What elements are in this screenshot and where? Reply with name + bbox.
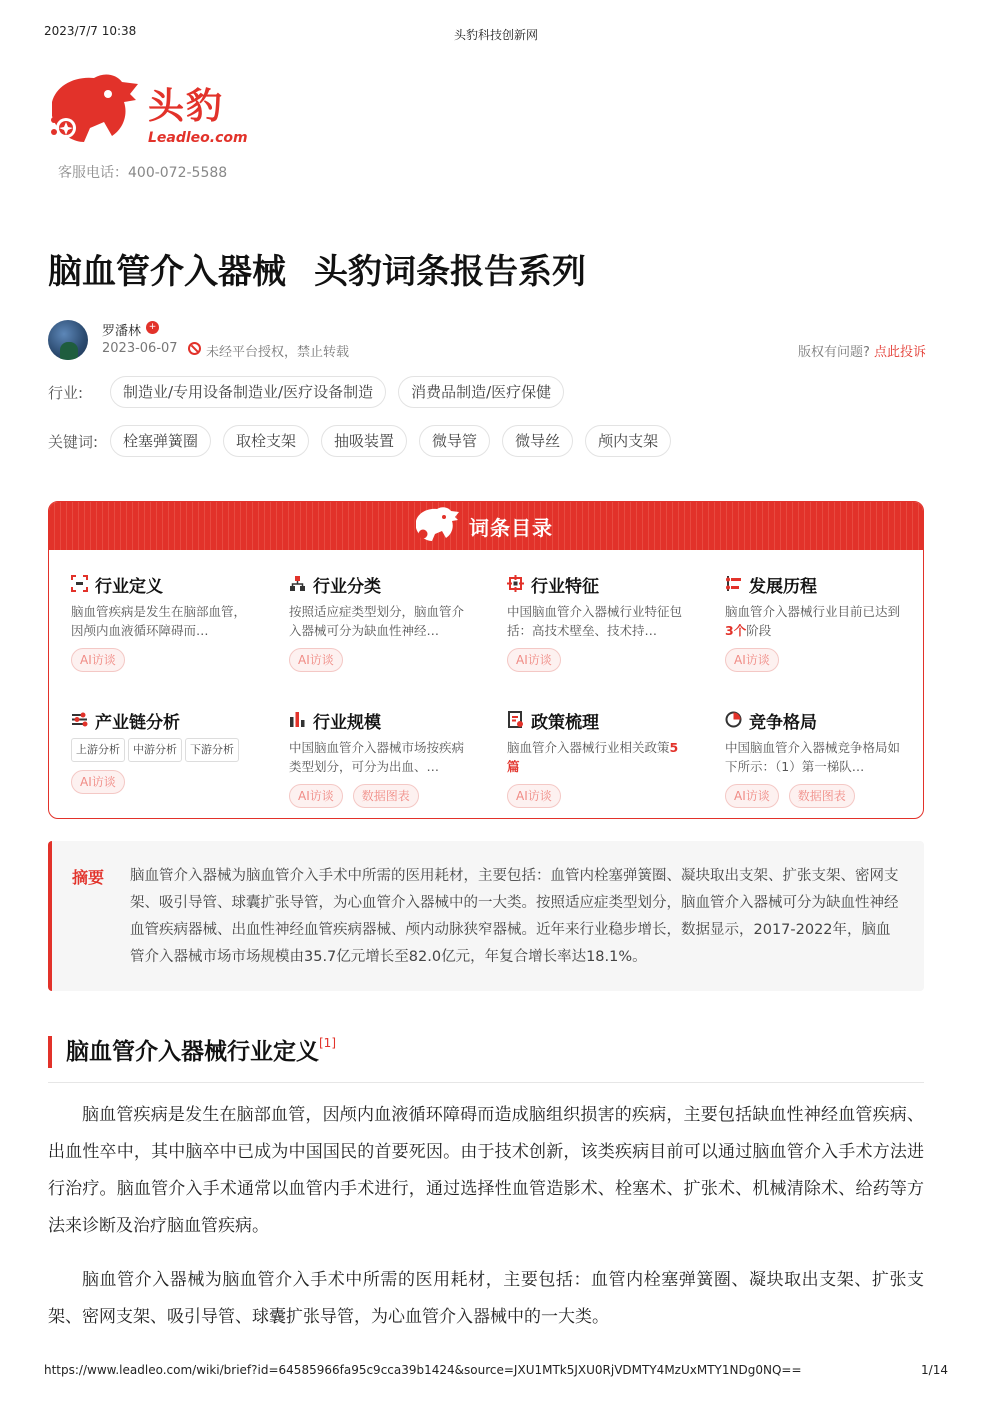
- definition-icon: [71, 575, 88, 592]
- summary-label: 摘要: [72, 868, 105, 887]
- publish-date: 2023-06-07: [102, 341, 178, 356]
- copyright-notice: [798, 341, 926, 360]
- keyword-row: [48, 425, 683, 457]
- toc-item-desc: 中国脑血管介入器械市场按疾病类型划分，可分为出血、…: [289, 740, 465, 774]
- toc-item-title: 发展历程: [749, 577, 817, 597]
- ai-interview-button[interactable]: AI访谈: [71, 648, 125, 672]
- timeline-icon: [725, 575, 742, 592]
- downstream-chip[interactable]: 下游分析: [185, 738, 239, 762]
- data-chart-button[interactable]: 数据图表: [353, 784, 419, 808]
- toc-item-title: 行业分类: [313, 577, 381, 597]
- report-link[interactable]: 点此投诉: [873, 345, 926, 360]
- toc-item-title: 行业定义: [95, 577, 163, 597]
- copyright-prompt: 版权有问题?: [797, 345, 870, 360]
- service-phone: 客服电话：400-072-5588: [58, 165, 228, 181]
- toc-header: [49, 502, 923, 550]
- brand-name-en: Leadleo.com: [148, 130, 248, 146]
- summary-box: [48, 841, 924, 991]
- toc-item-title: 行业特征: [531, 577, 599, 597]
- body-paragraph: 脑血管疾病是发生在脑部血管，因颅内血液循环障碍而造成脑组织损害的疾病，主要包括缺血性神经血管疾病、出血性卒中，其中脑卒中已成为中国国民的首要死因。由于技术创新，该类疾病目前可以通过脑血管介入手术方法进行治疗。脑血管介入手术通常以血管内手术进行，通过选择性血管造影术、栓塞术、扩张术、机械清除术、给药等方法来诊断及治疗脑血管疾病。: [48, 1105, 924, 1236]
- print-site-name: 头豹科技创新网: [453, 28, 538, 42]
- keyword-tag[interactable]: 微导管: [419, 425, 490, 457]
- toc-item-title: 竞争格局: [749, 713, 817, 733]
- bar-chart-icon: [289, 711, 306, 728]
- verified-badge-icon: +: [146, 321, 159, 334]
- print-footer: [44, 1363, 948, 1379]
- avatar[interactable]: [48, 320, 88, 360]
- policy-document-icon: [507, 711, 524, 728]
- data-chart-button[interactable]: 数据图表: [789, 784, 855, 808]
- toc-item-value-chain[interactable]: [71, 708, 271, 794]
- toc-item-history[interactable]: [725, 572, 924, 672]
- leopard-mini-icon: [413, 506, 463, 546]
- industry-row: [48, 376, 576, 408]
- toc-panel: [48, 501, 924, 819]
- toc-item-policy[interactable]: [507, 708, 707, 808]
- page-title: [48, 244, 586, 293]
- reference-link[interactable]: [1]: [319, 1036, 336, 1050]
- brand-logo[interactable]: [46, 72, 246, 152]
- keyword-tag[interactable]: 栓塞弹簧圈: [110, 425, 211, 457]
- summary-text: 脑血管介入器械为脑血管介入手术中所需的医用耗材，主要包括：血管内栓塞弹簧圈、凝块取出支架、扩张支架、密网支架、吸引导管、球囊扩张导管，为心血管介入器械中的一大类。按照适应症类型划分，脑血管介入器械可分为缺血性神经血管疾病器械、出血性神经血管疾病器械、颅内动脉狭窄器械。近年来行业稳步增长，数据显示，2017-2022年，脑血管介入器械市场市场规模由35.7亿元增长至82.0亿元，年复合增长率达18.1%。: [130, 868, 899, 965]
- leopard-logo-icon: [46, 72, 146, 152]
- pie-chart-icon: [725, 711, 742, 728]
- ai-interview-button[interactable]: AI访谈: [725, 648, 779, 672]
- ai-interview-button[interactable]: AI访谈: [289, 784, 343, 808]
- toc-item-desc: 脑血管疾病是发生在脑部血管，因颅内血液循环障碍而…: [71, 604, 247, 638]
- toc-item-definition[interactable]: [71, 572, 271, 672]
- author-name[interactable]: 罗潘林: [102, 324, 142, 339]
- industry-tag[interactable]: 消费品制造/医疗保健: [398, 376, 564, 408]
- section-heading: [48, 1036, 336, 1068]
- industry-label: 行业:: [48, 383, 84, 402]
- toc-item-desc: 脑血管介入器械行业相关政策5篇: [507, 740, 679, 774]
- section-divider: [48, 1082, 924, 1083]
- print-header: [44, 24, 948, 40]
- ai-interview-button[interactable]: AI访谈: [507, 784, 561, 808]
- toc-item-desc: 脑血管介入器械行业目前已达到3个阶段: [725, 604, 901, 638]
- toc-item-competition[interactable]: [725, 708, 924, 808]
- ai-interview-button[interactable]: AI访谈: [289, 648, 343, 672]
- toc-item-desc: 中国脑血管介入器械行业特征包括：高技术壁垒、技术持…: [507, 604, 683, 638]
- prohibited-icon: [188, 342, 201, 355]
- value-chain-icon: [71, 711, 88, 728]
- toc-item-desc: 中国脑血管介入器械竞争格局如下所示：（1）第一梯队…: [725, 740, 901, 774]
- industry-tag[interactable]: 制造业/专用设备制造业/医疗设备制造: [110, 376, 386, 408]
- brand-name-cn: 头豹: [148, 86, 225, 127]
- hierarchy-icon: [289, 575, 306, 592]
- keyword-tag[interactable]: 取栓支架: [223, 425, 309, 457]
- print-url: https://www.leadleo.com/wiki/brief?id=64585966fa95c9cca39b1424&source=JXU1MTk5JXU0RjVDMTY4MzUxMTY1NDg0NQ==: [44, 1363, 802, 1377]
- print-timestamp: 2023/7/7 10:38: [44, 24, 137, 38]
- policy-count: 5篇: [507, 740, 679, 774]
- keyword-tag[interactable]: 颅内支架: [585, 425, 671, 457]
- toc-item-classification[interactable]: [289, 572, 489, 672]
- toc-title: 词条目录: [469, 516, 553, 540]
- stage-count: 3个: [725, 623, 747, 638]
- title-main: 脑血管介入器械: [48, 252, 286, 292]
- title-series: 头豹词条报告系列: [314, 252, 586, 292]
- reprint-restriction: 未经平台授权，禁止转载: [206, 345, 350, 360]
- upstream-chip[interactable]: 上游分析: [71, 738, 125, 762]
- author-bar: [48, 318, 928, 362]
- toc-item-title: 产业链分析: [95, 713, 180, 733]
- keyword-tag[interactable]: 抽吸装置: [321, 425, 407, 457]
- toc-item-features[interactable]: [507, 572, 707, 672]
- toc-item-title: 行业规模: [313, 713, 381, 733]
- page-number: 1/14: [921, 1363, 948, 1377]
- toc-item-title: 政策梳理: [531, 713, 599, 733]
- toc-item-desc: 按照适应症类型划分，脑血管介入器械可分为缺血性神经…: [289, 604, 465, 638]
- ai-interview-button[interactable]: AI访谈: [725, 784, 779, 808]
- keyword-label: 关键词:: [48, 432, 99, 451]
- keyword-tag[interactable]: 微导丝: [502, 425, 573, 457]
- toc-item-market-size[interactable]: [289, 708, 489, 808]
- midstream-chip[interactable]: 中游分析: [128, 738, 182, 762]
- body-paragraph: 脑血管介入器械为脑血管介入手术中所需的医用耗材，主要包括：血管内栓塞弹簧圈、凝块取出支架、扩张支架、密网支架、吸引导管、球囊扩张导管，为心血管介入器械中的一大类。: [48, 1270, 924, 1327]
- ai-interview-button[interactable]: AI访谈: [507, 648, 561, 672]
- ai-interview-button[interactable]: AI访谈: [71, 770, 125, 794]
- section-title: 脑血管介入器械行业定义: [66, 1039, 319, 1065]
- features-icon: [507, 575, 524, 592]
